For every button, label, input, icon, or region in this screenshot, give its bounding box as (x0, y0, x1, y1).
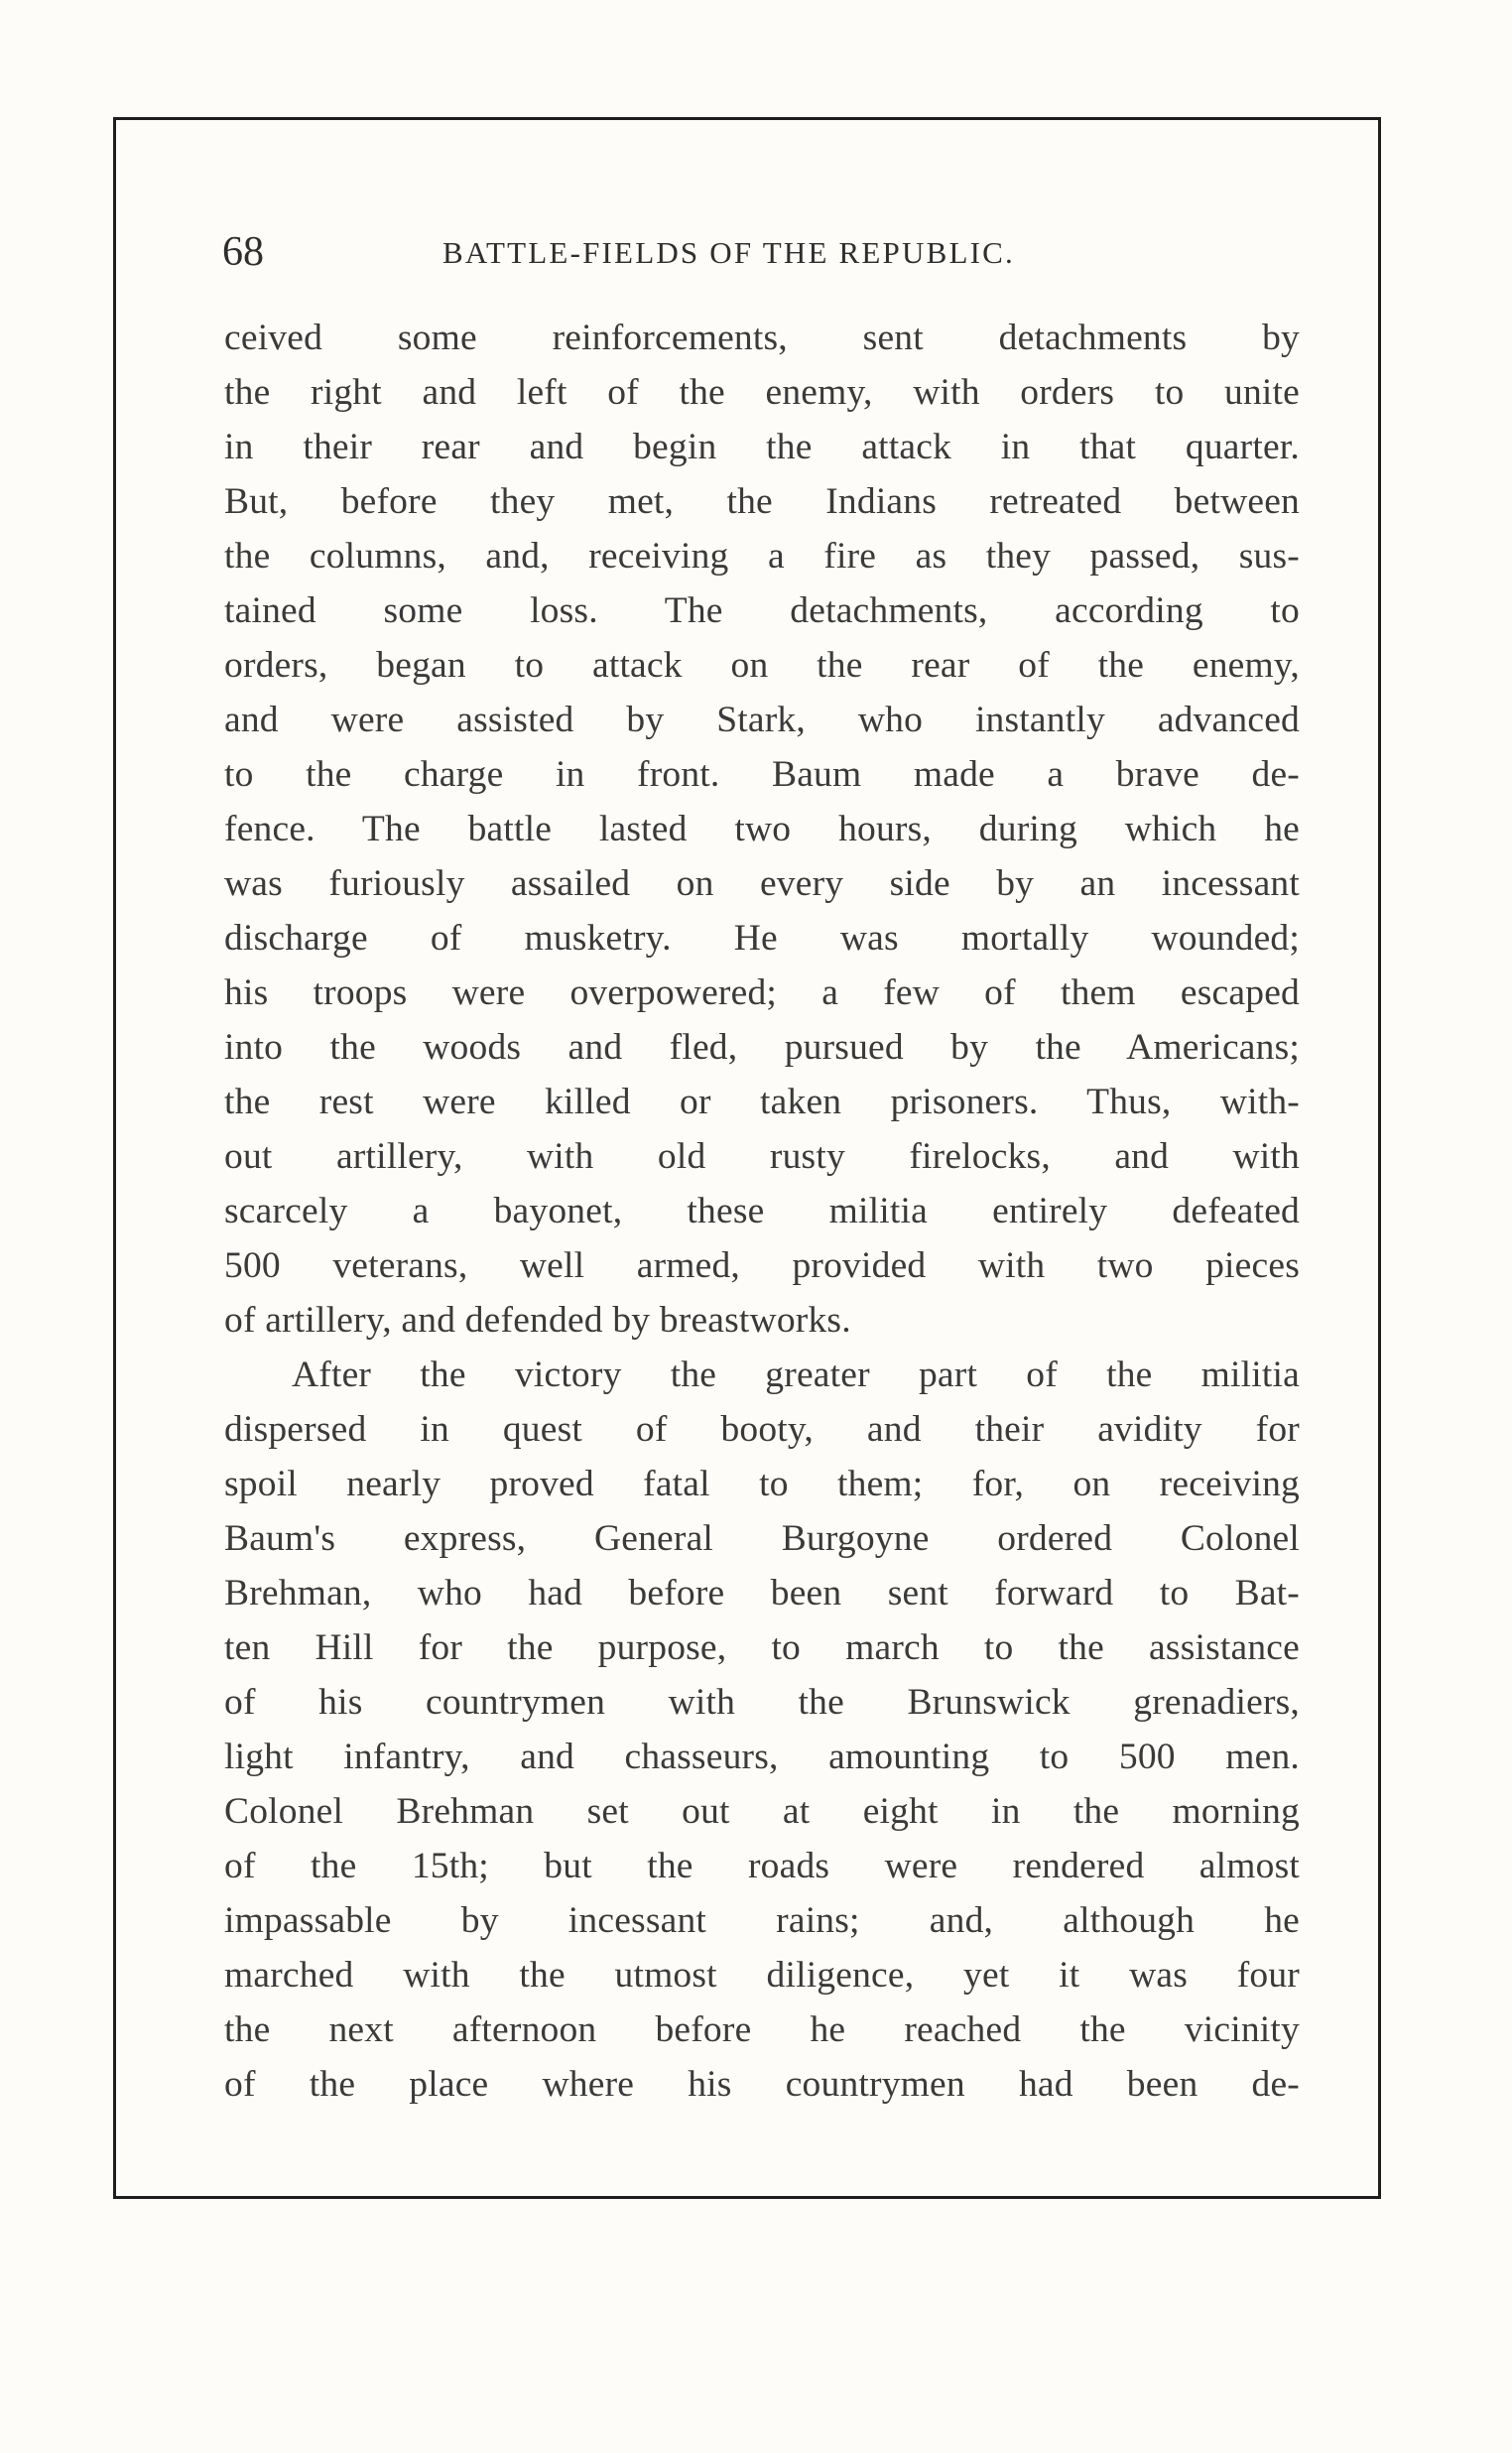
text-line: out artillery, with old rusty firelocks, and with (224, 1136, 1300, 1177)
paragraph (224, 1348, 1300, 2112)
text-line: fence. The battle lasted two hours, during which he (224, 809, 1300, 849)
text-line: the next afternoon before he reached the vicinity (224, 2009, 1300, 2050)
text-line: Brehman, who had before been sent forward to Bat- (224, 1573, 1300, 1614)
text-line: was furiously assailed on every side by an incessant (224, 863, 1300, 904)
text-line: ceived some reinforcements, sent detachments by (224, 318, 1300, 358)
text-line: in their rear and begin the attack in that quarter. (224, 427, 1300, 467)
text-line: impassable by incessant rains; and, although he (224, 1900, 1300, 1941)
text-line: But, before they met, the Indians retreated between (224, 481, 1300, 522)
text-line: the right and left of the enemy, with orders to unite (224, 372, 1300, 413)
text-line: of the place where his countrymen had been de- (224, 2064, 1300, 2105)
text-line: of his countrymen with the Brunswick grenadiers, (224, 1682, 1300, 1723)
text-line: spoil nearly proved fatal to them; for, on receiving (224, 1464, 1300, 1504)
page-number: 68 (222, 229, 264, 275)
text-line: of artillery, and defended by breastworks. (224, 1300, 851, 1341)
text-line: Baum's express, General Burgoyne ordered Colonel (224, 1518, 1300, 1559)
text-line: 500 veterans, well armed, provided with two pieces (224, 1245, 1300, 1286)
paragraph (224, 311, 1300, 1348)
running-head: BATTLE-FIELDS OF THE REPUBLIC. (442, 235, 1015, 270)
text-line: and were assisted by Stark, who instantly advanced (224, 700, 1300, 740)
text-line: tained some loss. The detachments, according to (224, 590, 1300, 631)
text-line: light infantry, and chasseurs, amounting to 500 men. (224, 1737, 1300, 1777)
text-line: of the 15th; but the roads were rendered almost (224, 1846, 1300, 1886)
page-header (222, 224, 1314, 280)
text-line: the rest were killed or taken prisoners. Thus, with- (224, 1082, 1300, 1122)
text-line: orders, began to attack on the rear of the enemy, (224, 645, 1300, 686)
text-line: marched with the utmost diligence, yet it was four (224, 1955, 1300, 1996)
text-line: the columns, and, receiving a fire as they passed, sus- (224, 536, 1300, 577)
text-line: into the woods and fled, pursued by the Americans; (224, 1027, 1300, 1068)
text-line: ten Hill for the purpose, to march to the assistance (224, 1627, 1300, 1668)
text-line: his troops were overpowered; a few of them escaped (224, 972, 1300, 1013)
text-line: Colonel Brehman set out at eight in the morning (224, 1791, 1300, 1832)
text-line: After the victory the greater part of the militia (292, 1355, 1300, 1395)
text-line: to the charge in front. Baum made a brave de- (224, 754, 1300, 795)
text-line: dispersed in quest of booty, and their avidity for (224, 1409, 1300, 1450)
text-line: scarcely a bayonet, these militia entirely defeated (224, 1191, 1300, 1231)
text-line: discharge of musketry. He was mortally wounded; (224, 918, 1300, 959)
body-text (224, 311, 1300, 2112)
